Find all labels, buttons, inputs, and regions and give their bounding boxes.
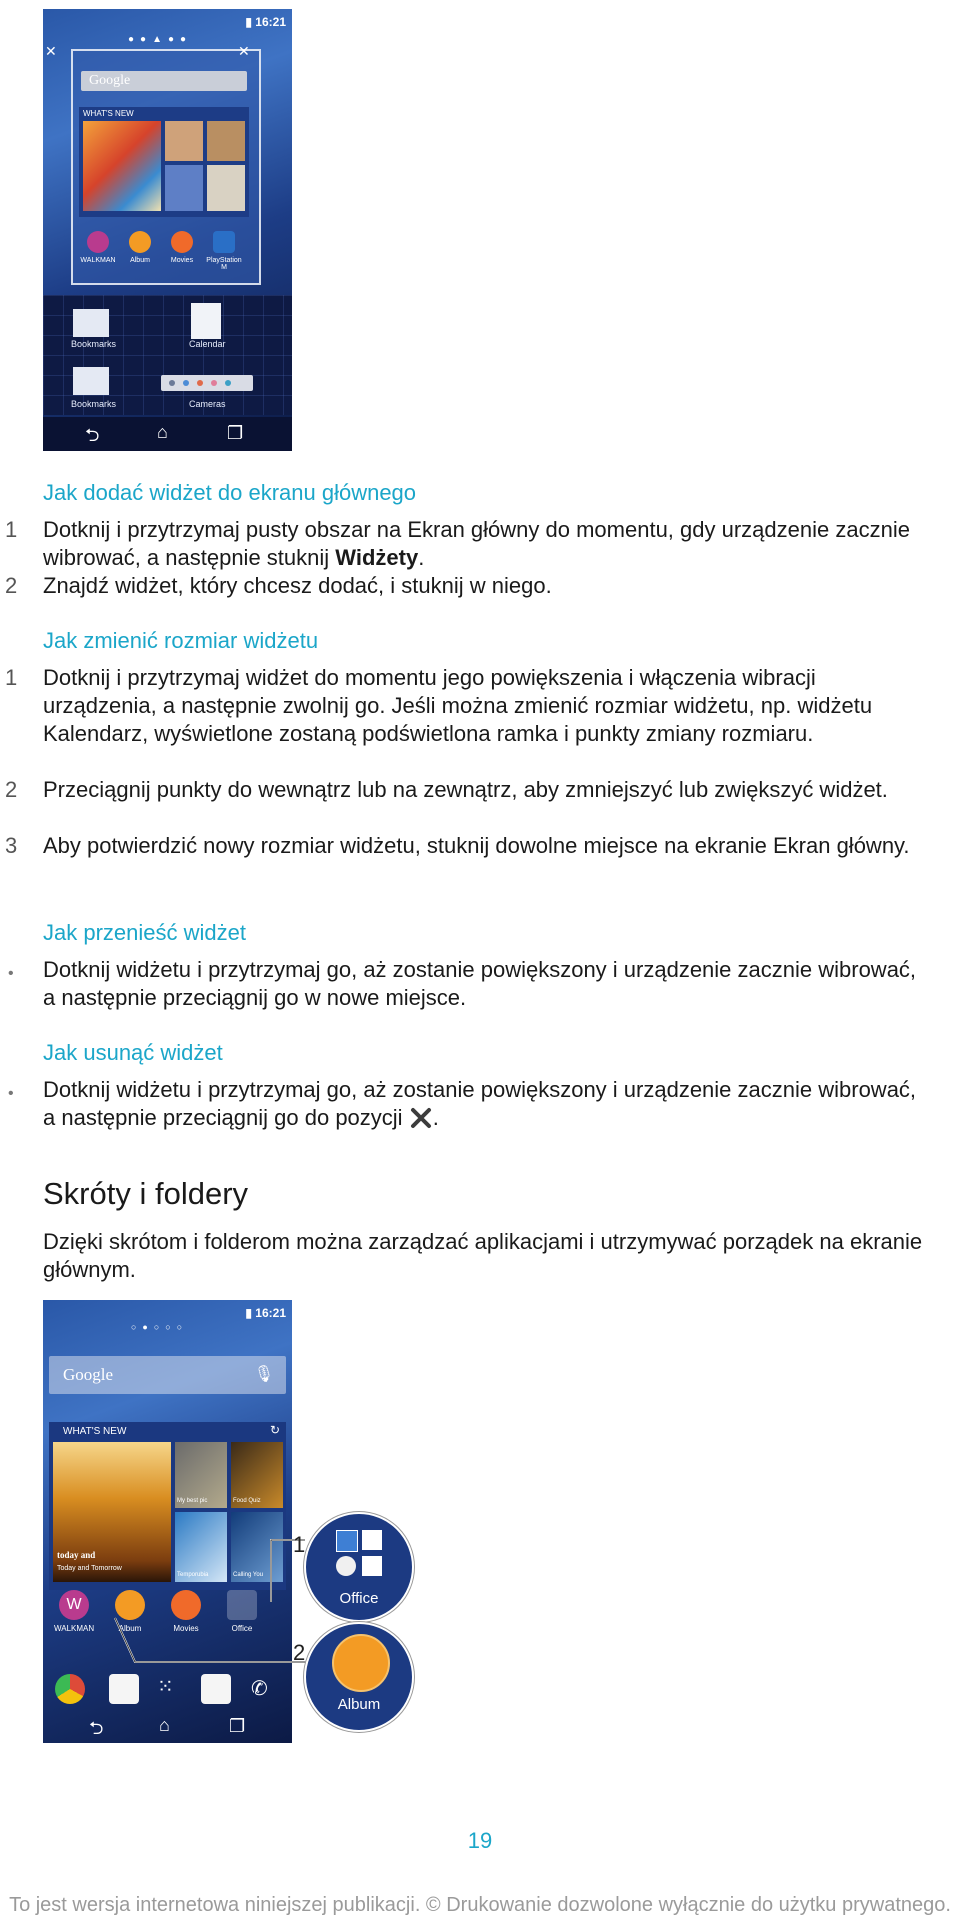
search-label: Google bbox=[89, 73, 131, 88]
add-widget-steps bbox=[0, 516, 960, 600]
home-icon[interactable]: ⌂ bbox=[157, 422, 168, 442]
step-text: Dotknij i przytrzymaj widżet do momentu jego powiększenia i włączenia wibracji urządzenia, a następnie zwolnij go. Jeśli można zmienić rozmiar widżetu, np. widżetu Kalendarz, wyświetlone zostaną podświetlona ramka i punkty zmiany rozmiaru. bbox=[43, 665, 873, 746]
step-number: 1 bbox=[5, 665, 18, 690]
tile-caption: Food Quiz bbox=[233, 1498, 261, 1504]
tile-caption-sub: Today and Tomorrow bbox=[57, 1565, 122, 1572]
bookmarks-widget-icon-2[interactable] bbox=[73, 367, 109, 395]
home-page-preview bbox=[71, 49, 261, 285]
bullet-text: Dotknij widżetu i przytrzymaj go, aż zostanie powiększony i urządzenie zacznie wibrować, a następnie przeciągnij go w nowe miejsce. bbox=[43, 957, 917, 1010]
callout-number-2: 2 bbox=[293, 1640, 306, 1665]
app-label-walkman: WALKMAN bbox=[54, 1624, 95, 1633]
bullet-text: Dotknij widżetu i przytrzymaj go, aż zostanie powiększony i urządzenie zacznie wibrować, a następnie przeciągnij go do pozycji . bbox=[43, 1077, 917, 1130]
clock-icon bbox=[336, 1556, 356, 1576]
back-icon[interactable]: ⮌ bbox=[89, 1718, 104, 1738]
album-icon[interactable] bbox=[129, 231, 151, 253]
tile-2 bbox=[165, 121, 203, 161]
nav-bar bbox=[43, 417, 292, 451]
phone-icon[interactable]: ✆ bbox=[251, 1678, 268, 1700]
album-bubble bbox=[304, 1622, 414, 1732]
callout-number-1: 1 bbox=[293, 1532, 306, 1557]
step-text: Aby potwierdzić nowy rozmiar widżetu, stuknij dowolne miejsce na ekranie Ekran główny. bbox=[43, 833, 910, 858]
footer: To jest wersja internetowa niniejszej publikacji. © Drukowanie dozwolone wyłącznie do użytku prywatnego. bbox=[9, 1894, 951, 1916]
tile-mask bbox=[83, 121, 161, 211]
widget-tray bbox=[43, 295, 292, 415]
tile-5 bbox=[207, 165, 245, 211]
home-icon[interactable]: ⌂ bbox=[159, 1715, 170, 1735]
status-time: 16:21 bbox=[255, 1306, 286, 1320]
whats-new-widget bbox=[79, 107, 249, 217]
page-indicator: ●●▲●● bbox=[128, 34, 193, 45]
office-bubble-label: Office bbox=[339, 1590, 379, 1607]
bullet-dot: • bbox=[8, 1085, 14, 1102]
tile-caption: today and bbox=[57, 1550, 96, 1560]
playstation-icon[interactable] bbox=[213, 231, 235, 253]
album-large-icon bbox=[332, 1634, 390, 1692]
widget-screen-screenshot bbox=[43, 9, 292, 451]
page-number: 19 bbox=[467, 1828, 493, 1853]
album-bubble-label: Album bbox=[337, 1696, 381, 1713]
tile-caption: Calling You bbox=[233, 1572, 264, 1578]
step-text: Dotknij i przytrzymaj pusty obszar na Ekran główny do momentu, gdy urządzenie zacznie wibrować, a następnie stuknij Widżety. bbox=[43, 517, 910, 570]
refresh-icon[interactable]: ↻ bbox=[269, 1423, 280, 1437]
status-time: 16:21 bbox=[255, 15, 286, 29]
page-indicator: ○●○○○ bbox=[131, 1322, 189, 1332]
app-label-album: Album bbox=[130, 257, 150, 264]
walkman-icon[interactable]: W bbox=[59, 1590, 89, 1620]
step-number: 1 bbox=[5, 517, 18, 542]
app-label-movies: Movies bbox=[173, 1624, 199, 1633]
heading-resize-widget: Jak zmienić rozmiar widżetu bbox=[43, 628, 319, 653]
walkman-icon[interactable] bbox=[87, 231, 109, 253]
widget-label-calendar: Calendar bbox=[189, 339, 226, 349]
tile-caption: My best pic bbox=[177, 1498, 208, 1504]
resize-widget-steps bbox=[0, 664, 960, 888]
close-icon-left[interactable]: ✕ bbox=[45, 43, 57, 59]
widgets-term: Widżety bbox=[335, 545, 419, 570]
heading-move-widget: Jak przenieść widżet bbox=[43, 920, 246, 945]
recent-apps-icon[interactable]: ❐ bbox=[229, 1716, 246, 1736]
heading-remove-widget: Jak usunąć widżet bbox=[43, 1040, 223, 1065]
whats-new-label: WHAT'S NEW bbox=[83, 109, 134, 118]
app-label-movies: Movies bbox=[170, 257, 194, 264]
recent-apps-icon[interactable]: ❐ bbox=[227, 423, 244, 443]
bullet-dot: • bbox=[8, 965, 14, 982]
heading-shortcuts-folders: Skróty i foldery bbox=[43, 1176, 249, 1211]
widget-label-cameras: Cameras bbox=[189, 399, 226, 409]
move-widget-bullet bbox=[0, 956, 960, 1012]
calendar-widget-icon[interactable] bbox=[191, 303, 221, 339]
battery-icon: ▮ bbox=[245, 15, 252, 29]
app-label-playstation: PlayStation M bbox=[206, 257, 242, 271]
step-text: Przeciągnij punkty do wewnątrz lub na zewnątrz, aby zmniejszyć lub zwiększyć widżet. bbox=[43, 777, 888, 802]
email-icon bbox=[362, 1530, 382, 1550]
app-label-office: Office bbox=[231, 1624, 253, 1633]
bookmarks-widget-icon[interactable] bbox=[73, 309, 109, 337]
battery-icon: ▮ bbox=[245, 1306, 252, 1320]
app-label-walkman: WALKMAN bbox=[80, 257, 116, 264]
movies-icon[interactable] bbox=[171, 231, 193, 253]
folder-app-icon bbox=[336, 1530, 358, 1552]
office-folder-bubble bbox=[304, 1512, 414, 1622]
app-drawer-icon[interactable]: ⁙ bbox=[157, 1676, 174, 1698]
heading-add-widget: Jak dodać widżet do ekranu głównego bbox=[43, 480, 417, 505]
step-text: Znajdź widżet, który chcesz dodać, i stuknij w niego. bbox=[43, 573, 552, 598]
tile-4 bbox=[165, 165, 203, 211]
widget-label-bookmarks: Bookmarks bbox=[71, 339, 117, 349]
delete-x-icon bbox=[409, 1107, 433, 1129]
cameras-widget-icon[interactable] bbox=[161, 375, 253, 391]
remove-widget-bullet bbox=[0, 1076, 960, 1132]
widget-label-bookmarks-2: Bookmarks bbox=[71, 399, 117, 409]
search-bar[interactable] bbox=[81, 71, 247, 91]
step-number: 2 bbox=[5, 573, 18, 598]
step-number: 3 bbox=[5, 833, 18, 858]
tile-caption: Temporubia bbox=[177, 1572, 209, 1578]
tile-3 bbox=[207, 121, 245, 161]
status-bar bbox=[245, 15, 286, 29]
search-label: Google bbox=[63, 1365, 114, 1384]
email-icon bbox=[362, 1556, 382, 1576]
close-icon[interactable]: ✕ bbox=[238, 43, 250, 59]
step-number: 2 bbox=[5, 777, 18, 802]
shortcuts-intro: Dzięki skrótom i folderom można zarządzać aplikacjami i utrzymywać porządek na ekranie głównym. bbox=[43, 1229, 923, 1282]
microphone-icon[interactable]: 🎙 bbox=[253, 1366, 274, 1383]
app-label-album: Album bbox=[118, 1624, 142, 1633]
whats-new-label: WHAT'S NEW bbox=[63, 1426, 127, 1437]
back-icon[interactable]: ⮌ bbox=[85, 425, 100, 445]
